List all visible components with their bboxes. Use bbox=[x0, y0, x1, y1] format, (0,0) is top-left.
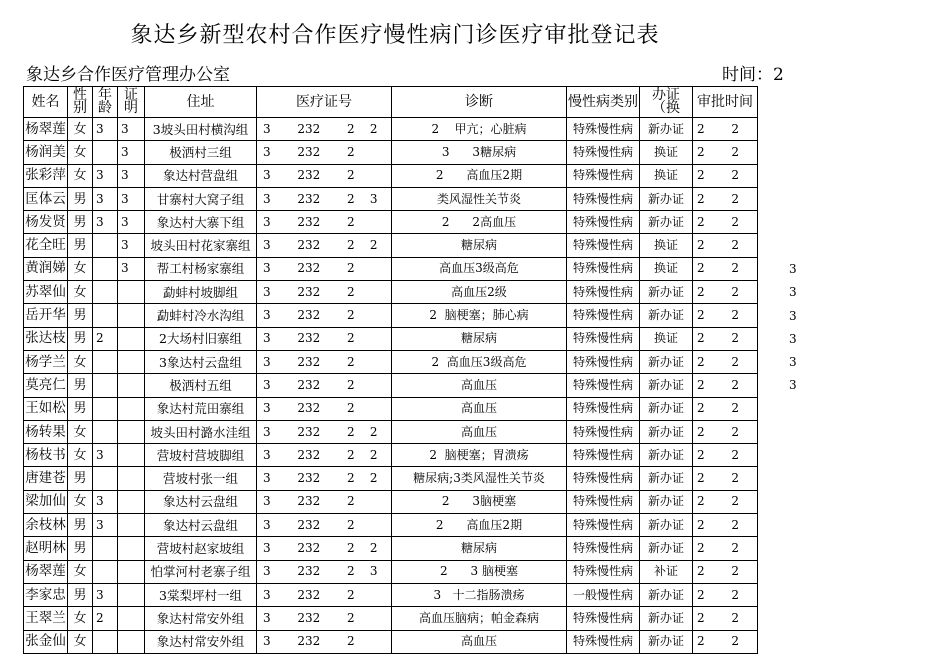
cell-certificate bbox=[118, 467, 145, 490]
cell-diagnosis: 3 十二指肠溃疡 bbox=[392, 583, 567, 606]
cell-certificate: 3 bbox=[118, 257, 145, 280]
cell-age bbox=[93, 350, 118, 373]
cell-diagnosis: 高血压3级高危 bbox=[392, 257, 567, 280]
cell-disease-category: 特殊慢性病 bbox=[567, 187, 640, 210]
cell-sex: 男 bbox=[68, 397, 93, 420]
cell-approval-time: 2 2 bbox=[693, 607, 758, 630]
cell-sex: 女 bbox=[68, 257, 93, 280]
cell-certificate bbox=[118, 537, 145, 560]
cell-diagnosis: 糖尿病 bbox=[392, 537, 567, 560]
overflow-value: 3 bbox=[789, 285, 797, 300]
cell-approval-time: 2 2 bbox=[693, 187, 758, 210]
cell-age bbox=[93, 560, 118, 583]
cell-sex: 女 bbox=[68, 350, 93, 373]
cell-certificate-status: 新办证 bbox=[640, 397, 693, 420]
cell-age: 3 bbox=[93, 514, 118, 537]
cell-medical-card-no: 3 232 2 bbox=[257, 327, 392, 350]
cell-sex: 女 bbox=[68, 281, 93, 304]
cell-approval-time: 2 2 bbox=[693, 444, 758, 467]
table-row bbox=[24, 257, 758, 280]
cell-address: 怕掌河村老寨子组 bbox=[145, 560, 257, 583]
cell-approval-time: 2 2 bbox=[693, 560, 758, 583]
cell-disease-category: 特殊慢性病 bbox=[567, 327, 640, 350]
cell-certificate-status: 新办证 bbox=[640, 467, 693, 490]
cell-name: 王如松 bbox=[24, 397, 68, 420]
cell-address: 甘寨村大窝子组 bbox=[145, 187, 257, 210]
cell-approval-time: 2 2 bbox=[693, 374, 758, 397]
cell-certificate: 3 bbox=[118, 234, 145, 257]
cell-name: 赵明林 bbox=[24, 537, 68, 560]
cell-disease-category: 特殊慢性病 bbox=[567, 607, 640, 630]
cell-age: 3 bbox=[93, 490, 118, 513]
cell-certificate-status: 新办证 bbox=[640, 583, 693, 606]
cell-disease-category: 特殊慢性病 bbox=[567, 374, 640, 397]
cell-medical-card-no: 3 232 2 bbox=[257, 164, 392, 187]
col-header-diagnosis: 诊断 bbox=[392, 87, 567, 118]
table-row bbox=[24, 374, 758, 397]
cell-name: 杨发贤 bbox=[24, 211, 68, 234]
cell-certificate-status: 新办证 bbox=[640, 281, 693, 304]
cell-address: 象达村云盘组 bbox=[145, 490, 257, 513]
cell-age bbox=[93, 141, 118, 164]
cell-certificate-status: 新办证 bbox=[640, 607, 693, 630]
cell-sex: 男 bbox=[68, 187, 93, 210]
cell-approval-time: 2 2 bbox=[693, 537, 758, 560]
cell-age: 3 bbox=[93, 444, 118, 467]
cell-age: 2 bbox=[93, 607, 118, 630]
cell-certificate bbox=[118, 560, 145, 583]
cell-age: 3 bbox=[93, 118, 118, 141]
cell-certificate-status: 新办证 bbox=[640, 304, 693, 327]
cell-age bbox=[93, 630, 118, 653]
cell-certificate bbox=[118, 350, 145, 373]
cell-disease-category: 特殊慢性病 bbox=[567, 234, 640, 257]
cell-certificate bbox=[118, 583, 145, 606]
cell-certificate-status: 新办证 bbox=[640, 630, 693, 653]
cell-approval-time: 2 2 bbox=[693, 281, 758, 304]
cell-name: 唐建苍 bbox=[24, 467, 68, 490]
cell-diagnosis: 糖尿病 bbox=[392, 234, 567, 257]
cell-diagnosis: 糖尿病;3类风湿性关节炎 bbox=[392, 467, 567, 490]
cell-certificate-status: 新办证 bbox=[640, 350, 693, 373]
cell-diagnosis: 高血压 bbox=[392, 630, 567, 653]
cell-certificate-status: 换证 bbox=[640, 141, 693, 164]
table-row bbox=[24, 304, 758, 327]
cell-medical-card-no: 3 232 2 bbox=[257, 583, 392, 606]
table-row bbox=[24, 281, 758, 304]
cell-medical-card-no: 3 232 2 2 bbox=[257, 420, 392, 443]
cell-certificate bbox=[118, 514, 145, 537]
cell-diagnosis: 糖尿病 bbox=[392, 327, 567, 350]
table-row bbox=[24, 467, 758, 490]
cell-disease-category: 特殊慢性病 bbox=[567, 211, 640, 234]
cell-approval-time: 2 2 bbox=[693, 490, 758, 513]
cell-certificate bbox=[118, 327, 145, 350]
cell-disease-category: 特殊慢性病 bbox=[567, 444, 640, 467]
cell-certificate bbox=[118, 630, 145, 653]
cell-medical-card-no: 3 232 2 3 bbox=[257, 560, 392, 583]
cell-age bbox=[93, 420, 118, 443]
cell-age: 3 bbox=[93, 164, 118, 187]
table-row bbox=[24, 350, 758, 373]
cell-name: 苏翠仙 bbox=[24, 281, 68, 304]
cell-name: 杨转果 bbox=[24, 420, 68, 443]
cell-sex: 男 bbox=[68, 234, 93, 257]
cell-disease-category: 特殊慢性病 bbox=[567, 630, 640, 653]
cell-name: 杨枝书 bbox=[24, 444, 68, 467]
cell-diagnosis: 2 脑梗塞；胃溃疡 bbox=[392, 444, 567, 467]
cell-diagnosis: 2 2高血压 bbox=[392, 211, 567, 234]
cell-disease-category: 特殊慢性病 bbox=[567, 118, 640, 141]
cell-medical-card-no: 3 232 2 bbox=[257, 490, 392, 513]
cell-address: 营坡村赵家坡组 bbox=[145, 537, 257, 560]
cell-name: 杨润美 bbox=[24, 141, 68, 164]
table-row bbox=[24, 397, 758, 420]
cell-certificate-status: 新办证 bbox=[640, 537, 693, 560]
overflow-value: 3 bbox=[789, 378, 797, 393]
cell-age bbox=[93, 234, 118, 257]
cell-disease-category: 特殊慢性病 bbox=[567, 467, 640, 490]
cell-name: 梁加仙 bbox=[24, 490, 68, 513]
cell-address: 3棠梨坪村一组 bbox=[145, 583, 257, 606]
cell-name: 岳开华 bbox=[24, 304, 68, 327]
cell-name: 花全旺 bbox=[24, 234, 68, 257]
cell-medical-card-no: 3 232 2 bbox=[257, 304, 392, 327]
table-row bbox=[24, 607, 758, 630]
cell-approval-time: 2 2 bbox=[693, 211, 758, 234]
cell-diagnosis: 2 高血压2期 bbox=[392, 514, 567, 537]
overflow-value: 3 bbox=[789, 261, 797, 276]
cell-sex: 女 bbox=[68, 164, 93, 187]
cell-name: 杨翠莲 bbox=[24, 118, 68, 141]
cell-approval-time: 2 2 bbox=[693, 350, 758, 373]
cell-certificate bbox=[118, 281, 145, 304]
cell-sex: 男 bbox=[68, 304, 93, 327]
cell-name: 王翠兰 bbox=[24, 607, 68, 630]
table-row bbox=[24, 118, 758, 141]
cell-age bbox=[93, 304, 118, 327]
cell-approval-time: 2 2 bbox=[693, 141, 758, 164]
cell-certificate-status: 新办证 bbox=[640, 514, 693, 537]
cell-diagnosis: 2 高血压2期 bbox=[392, 164, 567, 187]
table-row bbox=[24, 234, 758, 257]
cell-certificate-status: 新办证 bbox=[640, 374, 693, 397]
col-header-name: 姓名 bbox=[24, 87, 68, 118]
cell-name: 张金仙 bbox=[24, 630, 68, 653]
cell-disease-category: 特殊慢性病 bbox=[567, 537, 640, 560]
cell-age: 2 bbox=[93, 327, 118, 350]
cell-sex: 女 bbox=[68, 560, 93, 583]
cell-address: 营坡村张一组 bbox=[145, 467, 257, 490]
cell-name: 张彩萍 bbox=[24, 164, 68, 187]
cell-name: 莫亮仁 bbox=[24, 374, 68, 397]
col-header-certificate: 证明 bbox=[118, 87, 145, 118]
table-row bbox=[24, 560, 758, 583]
cell-certificate bbox=[118, 420, 145, 443]
cell-sex: 男 bbox=[68, 327, 93, 350]
table-row bbox=[24, 211, 758, 234]
cell-age: 3 bbox=[93, 187, 118, 210]
cell-certificate bbox=[118, 397, 145, 420]
cell-certificate-status: 补证 bbox=[640, 560, 693, 583]
cell-sex: 男 bbox=[68, 374, 93, 397]
cell-disease-category: 特殊慢性病 bbox=[567, 514, 640, 537]
cell-diagnosis: 高血压 bbox=[392, 374, 567, 397]
cell-diagnosis: 高血压脑病；帕金森病 bbox=[392, 607, 567, 630]
cell-approval-time: 2 2 bbox=[693, 118, 758, 141]
cell-medical-card-no: 3 232 2 bbox=[257, 374, 392, 397]
cell-disease-category: 特殊慢性病 bbox=[567, 141, 640, 164]
cell-sex: 女 bbox=[68, 490, 93, 513]
table-header-row bbox=[24, 87, 758, 118]
cell-certificate: 3 bbox=[118, 118, 145, 141]
cell-address: 极洒村五组 bbox=[145, 374, 257, 397]
cell-address: 象达村常安外组 bbox=[145, 607, 257, 630]
cell-address: 象达村营盘组 bbox=[145, 164, 257, 187]
cell-approval-time: 2 2 bbox=[693, 514, 758, 537]
cell-certificate bbox=[118, 444, 145, 467]
cell-address: 3坡头田村横沟组 bbox=[145, 118, 257, 141]
cell-age bbox=[93, 257, 118, 280]
cell-address: 勐蚌村坡脚组 bbox=[145, 281, 257, 304]
col-header-medical-card-no: 医疗证号 bbox=[257, 87, 392, 118]
cell-sex: 女 bbox=[68, 444, 93, 467]
cell-name: 黄润娣 bbox=[24, 257, 68, 280]
cell-disease-category: 特殊慢性病 bbox=[567, 350, 640, 373]
cell-certificate-status: 换证 bbox=[640, 164, 693, 187]
cell-diagnosis: 2 甲亢；心脏病 bbox=[392, 118, 567, 141]
cell-certificate: 3 bbox=[118, 164, 145, 187]
cell-certificate bbox=[118, 607, 145, 630]
cell-medical-card-no: 3 232 2 bbox=[257, 350, 392, 373]
col-header-age: 年龄 bbox=[93, 87, 118, 118]
cell-address: 营坡村营坡脚组 bbox=[145, 444, 257, 467]
cell-address: 帮工村杨家寨组 bbox=[145, 257, 257, 280]
cell-certificate-status: 换证 bbox=[640, 257, 693, 280]
cell-certificate-status: 新办证 bbox=[640, 490, 693, 513]
cell-medical-card-no: 3 232 2 2 bbox=[257, 118, 392, 141]
cell-address: 坡头田村花家寨组 bbox=[145, 234, 257, 257]
table-row bbox=[24, 514, 758, 537]
cell-approval-time: 2 2 bbox=[693, 234, 758, 257]
cell-diagnosis: 2 脑梗塞；肺心病 bbox=[392, 304, 567, 327]
cell-sex: 男 bbox=[68, 537, 93, 560]
col-header-disease-category: 慢性病类别 bbox=[567, 87, 640, 118]
cell-address: 坡头田村潞水洼组 bbox=[145, 420, 257, 443]
page-title: 象达乡新型农村合作医疗慢性病门诊医疗审批登记表 bbox=[130, 23, 660, 48]
cell-sex: 男 bbox=[68, 583, 93, 606]
cell-address: 象达村荒田寨组 bbox=[145, 397, 257, 420]
cell-sex: 女 bbox=[68, 607, 93, 630]
cell-disease-category: 特殊慢性病 bbox=[567, 257, 640, 280]
overflow-value: 3 bbox=[789, 355, 797, 370]
cell-approval-time: 2 2 bbox=[693, 467, 758, 490]
cell-medical-card-no: 3 232 2 bbox=[257, 141, 392, 164]
table-row bbox=[24, 164, 758, 187]
cell-age bbox=[93, 467, 118, 490]
cell-sex: 男 bbox=[68, 514, 93, 537]
cell-sex: 女 bbox=[68, 420, 93, 443]
cell-medical-card-no: 3 232 2 2 bbox=[257, 234, 392, 257]
cell-sex: 女 bbox=[68, 118, 93, 141]
cell-sex: 男 bbox=[68, 211, 93, 234]
cell-diagnosis: 2 3脑梗塞 bbox=[392, 490, 567, 513]
cell-name: 杨学兰 bbox=[24, 350, 68, 373]
cell-sex: 女 bbox=[68, 141, 93, 164]
cell-medical-card-no: 3 232 2 2 bbox=[257, 467, 392, 490]
cell-medical-card-no: 3 232 2 3 bbox=[257, 187, 392, 210]
overflow-value: 3 bbox=[789, 308, 797, 323]
cell-certificate bbox=[118, 374, 145, 397]
col-header-sex: 性别 bbox=[68, 87, 93, 118]
cell-certificate bbox=[118, 304, 145, 327]
cell-certificate-status: 新办证 bbox=[640, 420, 693, 443]
table-row bbox=[24, 444, 758, 467]
cell-age bbox=[93, 397, 118, 420]
office-name: 象达乡合作医疗管理办公室 bbox=[26, 65, 230, 85]
cell-address: 勐蚌村冷水沟组 bbox=[145, 304, 257, 327]
cell-certificate-status: 新办证 bbox=[640, 444, 693, 467]
cell-name: 匡体云 bbox=[24, 187, 68, 210]
cell-certificate: 3 bbox=[118, 187, 145, 210]
cell-medical-card-no: 3 232 2 bbox=[257, 397, 392, 420]
cell-diagnosis: 2 3 脑梗塞 bbox=[392, 560, 567, 583]
approval-register-table bbox=[23, 86, 758, 654]
cell-disease-category: 特殊慢性病 bbox=[567, 420, 640, 443]
col-header-approval-time: 审批时间 bbox=[693, 87, 758, 118]
col-header-address: 住址 bbox=[145, 87, 257, 118]
cell-name: 杨翠莲 bbox=[24, 560, 68, 583]
cell-certificate bbox=[118, 490, 145, 513]
table-row bbox=[24, 187, 758, 210]
cell-diagnosis: 3 3糖尿病 bbox=[392, 141, 567, 164]
cell-name: 李家忠 bbox=[24, 583, 68, 606]
cell-approval-time: 2 2 bbox=[693, 327, 758, 350]
table-row bbox=[24, 537, 758, 560]
cell-address: 2大场村旧寨组 bbox=[145, 327, 257, 350]
cell-diagnosis: 2 高血压3级高危 bbox=[392, 350, 567, 373]
cell-diagnosis: 高血压 bbox=[392, 420, 567, 443]
cell-medical-card-no: 3 232 2 2 bbox=[257, 444, 392, 467]
cell-address: 3象达村云盘组 bbox=[145, 350, 257, 373]
cell-age bbox=[93, 537, 118, 560]
cell-diagnosis: 高血压 bbox=[392, 397, 567, 420]
table-row bbox=[24, 630, 758, 653]
cell-age: 3 bbox=[93, 583, 118, 606]
cell-disease-category: 特殊慢性病 bbox=[567, 490, 640, 513]
cell-age: 3 bbox=[93, 211, 118, 234]
cell-disease-category: 一般慢性病 bbox=[567, 583, 640, 606]
cell-medical-card-no: 3 232 2 bbox=[257, 514, 392, 537]
cell-disease-category: 特殊慢性病 bbox=[567, 281, 640, 304]
cell-certificate-status: 换证 bbox=[640, 234, 693, 257]
cell-address: 极洒村三组 bbox=[145, 141, 257, 164]
cell-approval-time: 2 2 bbox=[693, 420, 758, 443]
cell-sex: 女 bbox=[68, 630, 93, 653]
cell-approval-time: 2 2 bbox=[693, 397, 758, 420]
cell-approval-time: 2 2 bbox=[693, 164, 758, 187]
cell-address: 象达村云盘组 bbox=[145, 514, 257, 537]
col-header-certificate-status: 办证（换 bbox=[640, 87, 693, 118]
table-row bbox=[24, 141, 758, 164]
table-row bbox=[24, 583, 758, 606]
cell-approval-time: 2 2 bbox=[693, 630, 758, 653]
cell-age bbox=[93, 281, 118, 304]
cell-medical-card-no: 3 232 2 bbox=[257, 211, 392, 234]
cell-sex: 男 bbox=[68, 467, 93, 490]
cell-address: 象达村常安外组 bbox=[145, 630, 257, 653]
cell-disease-category: 特殊慢性病 bbox=[567, 164, 640, 187]
cell-certificate: 3 bbox=[118, 141, 145, 164]
table-row bbox=[24, 420, 758, 443]
cell-diagnosis: 类风湿性关节炎 bbox=[392, 187, 567, 210]
cell-approval-time: 2 2 bbox=[693, 257, 758, 280]
cell-certificate-status: 新办证 bbox=[640, 118, 693, 141]
cell-approval-time: 2 2 bbox=[693, 304, 758, 327]
cell-medical-card-no: 3 232 2 2 bbox=[257, 537, 392, 560]
table-row bbox=[24, 327, 758, 350]
cell-medical-card-no: 3 232 2 bbox=[257, 257, 392, 280]
cell-medical-card-no: 3 232 2 bbox=[257, 607, 392, 630]
overflow-value: 3 bbox=[789, 331, 797, 346]
cell-medical-card-no: 3 232 2 bbox=[257, 630, 392, 653]
cell-name: 余枝林 bbox=[24, 514, 68, 537]
cell-diagnosis: 高血压2级 bbox=[392, 281, 567, 304]
cell-name: 张达枝 bbox=[24, 327, 68, 350]
cell-approval-time: 2 2 bbox=[693, 583, 758, 606]
cell-address: 象达村大寨下组 bbox=[145, 211, 257, 234]
time-label: 时间：2 bbox=[722, 65, 784, 85]
cell-certificate-status: 新办证 bbox=[640, 187, 693, 210]
cell-disease-category: 特殊慢性病 bbox=[567, 397, 640, 420]
cell-certificate-status: 换证 bbox=[640, 327, 693, 350]
cell-disease-category: 特殊慢性病 bbox=[567, 560, 640, 583]
cell-certificate: 3 bbox=[118, 211, 145, 234]
cell-disease-category: 特殊慢性病 bbox=[567, 304, 640, 327]
cell-medical-card-no: 3 232 2 bbox=[257, 281, 392, 304]
cell-certificate-status: 新办证 bbox=[640, 211, 693, 234]
cell-age bbox=[93, 374, 118, 397]
table-row bbox=[24, 490, 758, 513]
